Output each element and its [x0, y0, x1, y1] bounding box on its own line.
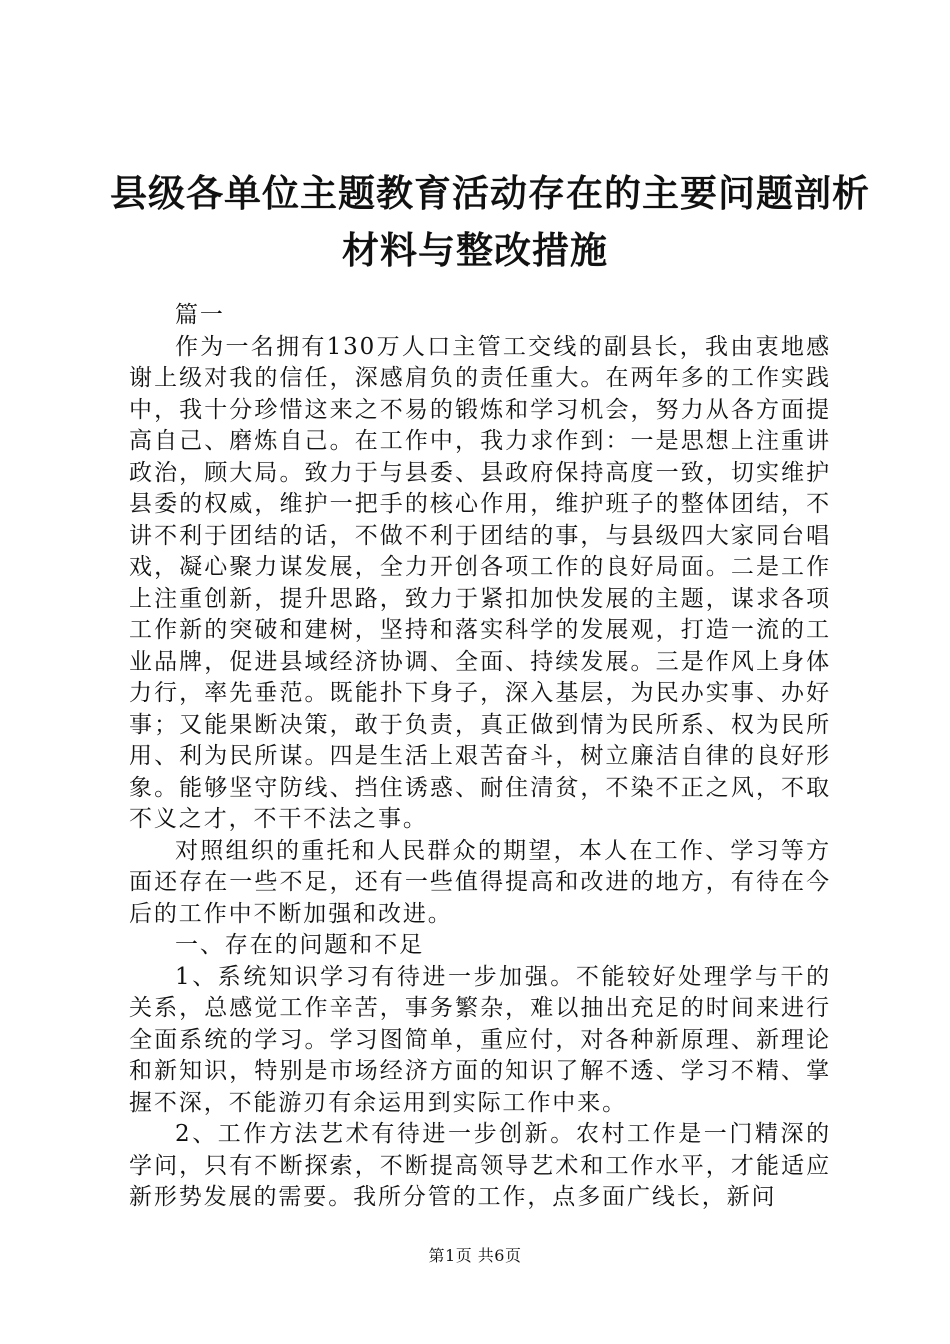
document-title-line-2: 材料与整改措施: [342, 229, 608, 272]
body-paragraph: 1、系统知识学习有待进一步加强。不能较好处理学与干的关系，总感觉工作辛苦，事务繁杂，难以抽出充足的时间来进行全面系统的学习。学习图简单，重应付，对各种新原理、新理论和新知识，特别是市场经济方面的知识了解不透、学习不精、掌握不深，不能游刃有余运用到实际工作中来。: [129, 963, 831, 1116]
body-paragraph: 作为一名拥有130万人口主管工交线的副县长，我由衷地感谢上级对我的信任，深感肩负的责任重大。在两年多的工作实践中，我十分珍惜这来之不易的锻炼和学习机会，努力从各方面提高自己、磨炼自己。在工作中，我力求作到：一是思想上注重讲政治，顾大局。致力于与县委、县政府保持高度一致，切实维护县委的权威，维护一把手的核心作用，维护班子的整体团结，不讲不利于团结的话，不做不利于团结的事，与县级四大家同台唱戏，凝心聚力谋发展，全力开创各项工作的良好局面。二是工作上注重创新，提升思路，致力于紧扣加快发展的主题，谋求各项工作新的突破和建树，坚持和落实科学的发展观，打造一流的工业品牌，促进县域经济协调、全面、持续发展。三是作风上身体力行，率先垂范。既能扑下身子，深入基层，为民办实事、办好事；又能果断决策，敢于负责，真正做到情为民所系、权为民所用、利为民所谋。四是生活上艰苦奋斗，树立廉洁自律的良好形象。能够坚守防线、挡住诱惑、耐住清贫，不染不正之风，不取不义之才，不干不法之事。: [129, 333, 831, 832]
document-body: [129, 300, 831, 1214]
section-label: 篇一: [175, 302, 225, 328]
section-heading: 一、存在的问题和不足: [175, 932, 424, 958]
page-footer: 第1页 共6页: [428, 1246, 522, 1265]
body-paragraph: 对照组织的重托和人民群众的期望，本人在工作、学习等方面还存在一些不足，还有一些值得提高和改进的地方，有待在今后的工作中不断加强和改进。: [129, 837, 831, 927]
document-title-line-1: 县级各单位主题教育活动存在的主要问题剖析: [110, 172, 870, 215]
body-paragraph: 2、工作方法艺术有待进一步创新。农村工作是一门精深的学问，只有不断探索，不断提高领导艺术和工作水平，才能适应新形势发展的需要。我所分管的工作，点多面广线长，新问: [129, 1121, 831, 1210]
